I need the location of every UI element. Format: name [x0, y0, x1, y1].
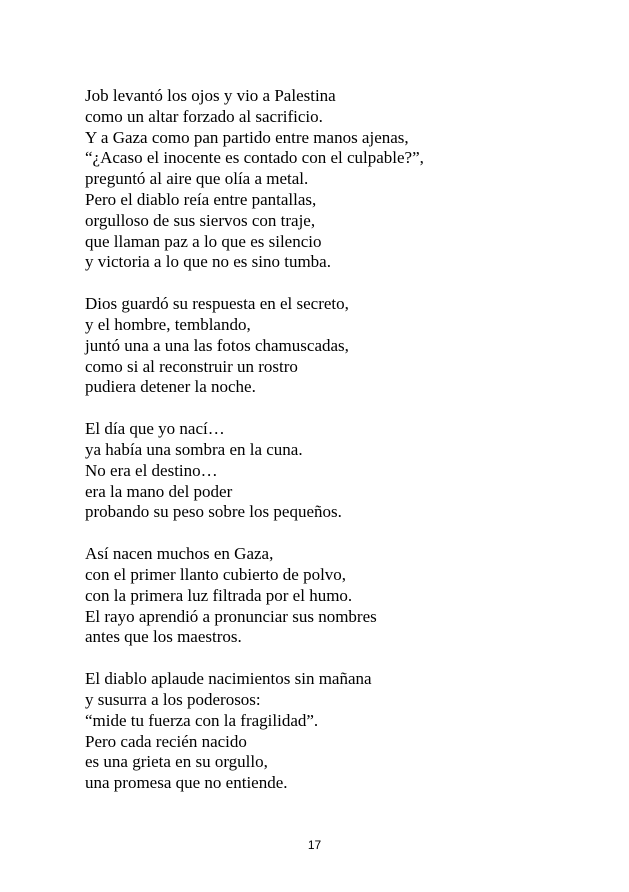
stanza-1 — [85, 86, 585, 273]
page-number: 17 — [307, 838, 322, 852]
poem-line: con el primer llanto cubierto de polvo, — [85, 564, 347, 584]
poem-line: Dios guardó su respuesta en el secreto, — [85, 294, 349, 314]
poem-line: juntó una a una las fotos chamuscadas, — [85, 335, 349, 355]
poem-line: pudiera detener la noche. — [85, 377, 256, 397]
poem-line: El día que yo nací… — [85, 419, 225, 439]
poem-line: y susurra a los poderosos: — [85, 689, 261, 709]
poem-line: es una grieta en su orgullo, — [85, 752, 268, 772]
poem-line: como si al reconstruir un rostro — [85, 356, 298, 376]
poem-line: orgulloso de sus siervos con traje, — [85, 210, 316, 230]
poem-line: era la mano del poder — [85, 481, 233, 501]
poem-line: Así nacen muchos en Gaza, — [85, 544, 274, 564]
poem-line: Job levantó los ojos y vio a Palestina — [85, 86, 336, 105]
poem-line: y el hombre, temblando, — [85, 314, 251, 334]
poem-body — [85, 86, 585, 815]
stanza-4 — [85, 544, 585, 648]
poem-line: “¿Acaso el inocente es contado con el culpable?”, — [85, 148, 424, 168]
stanza-2 — [85, 294, 585, 398]
poem-line: y victoria a lo que no es sino tumba. — [85, 252, 331, 272]
poem-line: Y a Gaza como pan partido entre manos ajenas, — [85, 127, 409, 147]
poem-line: antes que los maestros. — [85, 627, 242, 647]
stanza-3 — [85, 419, 585, 523]
poem-line: como un altar forzado al sacrificio. — [85, 106, 323, 126]
poem-line: ya había una sombra en la cuna. — [85, 439, 303, 459]
poem-line: El diablo aplaude nacimientos sin mañana — [85, 669, 372, 689]
poem-line: El rayo aprendió a pronunciar sus nombres — [85, 606, 377, 626]
poem-line: “mide tu fuerza con la fragilidad”. — [85, 710, 319, 730]
poem-line: una promesa que no entiende. — [85, 773, 288, 793]
stanza-5 — [85, 669, 585, 794]
poem-line: preguntó al aire que olía a metal. — [85, 169, 309, 189]
poem-line: No era el destino… — [85, 460, 218, 480]
poem-line: Pero cada recién nacido — [85, 731, 247, 751]
poem-line: probando su peso sobre los pequeños. — [85, 502, 342, 522]
poem-line: Pero el diablo reía entre pantallas, — [85, 189, 317, 209]
poem-line: que llaman paz a lo que es silencio — [85, 231, 322, 251]
poem-line: con la primera luz filtrada por el humo. — [85, 585, 353, 605]
